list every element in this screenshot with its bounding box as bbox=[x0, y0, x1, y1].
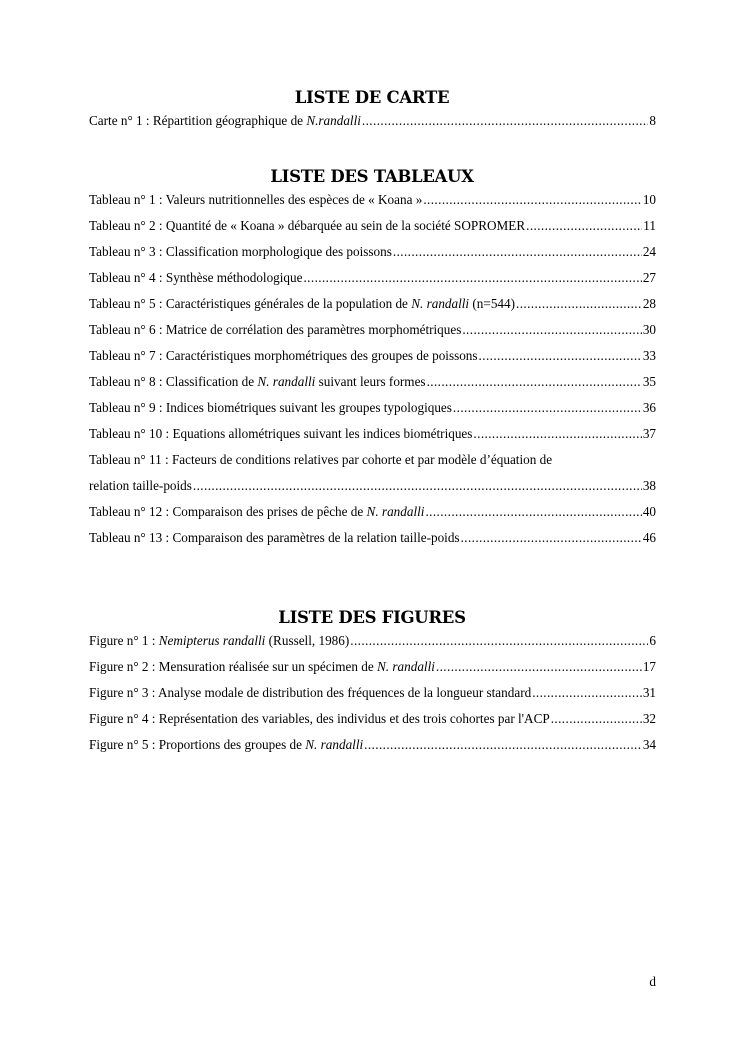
dot-leader bbox=[532, 683, 642, 703]
tableau-entry-6 bbox=[89, 320, 656, 340]
tableau-entry-5 bbox=[89, 294, 656, 314]
figure-entry-2 bbox=[89, 657, 656, 677]
entry-page: 17 bbox=[642, 659, 656, 674]
entry-title: Figure n° 4 : Représentation des variables, des individus et des trois cohortes par l'ACP bbox=[89, 711, 550, 726]
figure-entry-4 bbox=[89, 709, 656, 729]
entry-title: Figure n° 3 : Analyse modale de distribution des fréquences de la longueur standard bbox=[89, 685, 532, 700]
entry-page: 10 bbox=[642, 192, 656, 207]
entry-page: 37 bbox=[642, 426, 656, 441]
entry-title: Carte n° 1 : Répartition géographique de N.randalli bbox=[89, 113, 361, 128]
dot-leader bbox=[479, 346, 642, 366]
dot-leader bbox=[473, 424, 641, 444]
tableau-entry-4 bbox=[89, 268, 656, 288]
entry-page: 27 bbox=[642, 270, 656, 285]
tableau-entry-3 bbox=[89, 242, 656, 262]
entry-title: Tableau n° 4 : Synthèse méthodologique bbox=[89, 270, 303, 285]
page-number: d bbox=[649, 974, 656, 989]
entry-page: 38 bbox=[642, 478, 656, 493]
dot-leader bbox=[193, 476, 642, 496]
entry-title: Tableau n° 7 : Caractéristiques morphométriques des groupes de poissons bbox=[89, 348, 478, 363]
tableau-entry-12 bbox=[89, 502, 656, 522]
tableau-entry-11 bbox=[89, 476, 656, 496]
dot-leader bbox=[303, 268, 641, 288]
dot-leader bbox=[453, 398, 642, 418]
dot-leader bbox=[362, 111, 649, 131]
dot-leader bbox=[462, 320, 641, 340]
heading-liste-des-figures: LISTE DES FIGURES bbox=[278, 608, 466, 627]
tableau-entry-11-line1: Tableau n° 11 : Facteurs de conditions relatives par cohorte et par modèle d’équation de bbox=[89, 452, 553, 467]
entry-title: Tableau n° 3 : Classification morphologique des poissons bbox=[89, 244, 392, 259]
entry-page: 30 bbox=[642, 322, 656, 337]
entry-title: Tableau n° 9 : Indices biométriques suivant les groupes typologiques bbox=[89, 400, 452, 415]
heading-liste-de-carte: LISTE DE CARTE bbox=[294, 88, 450, 107]
entry-title: Tableau n° 13 : Comparaison des paramètres de la relation taille-poids bbox=[89, 530, 460, 545]
figure-entry-5 bbox=[89, 735, 656, 755]
entry-title: Figure n° 2 : Mensuration réalisée sur un spécimen de N. randalli bbox=[89, 659, 435, 674]
dot-leader bbox=[423, 190, 641, 210]
dot-leader bbox=[461, 528, 642, 548]
dot-leader bbox=[526, 216, 642, 236]
entry-title: Tableau n° 10 : Equations allométriques suivant les indices biométriques bbox=[89, 426, 473, 441]
entry-page: 8 bbox=[649, 113, 656, 128]
entry-title: Tableau n° 8 : Classification de N. randalli suivant leurs formes bbox=[89, 374, 426, 389]
dot-leader bbox=[364, 735, 642, 755]
tableau-entry-1 bbox=[89, 190, 656, 210]
tableau-entry-2 bbox=[89, 216, 656, 236]
entry-title: relation taille-poids bbox=[89, 478, 192, 493]
entry-title: Tableau n° 6 : Matrice de corrélation des paramètres morphométriques bbox=[89, 322, 462, 337]
entry-title: Tableau n° 5 : Caractéristiques générales de la population de N. randalli (n=544) bbox=[89, 296, 515, 311]
figure-entry-3 bbox=[89, 683, 656, 703]
entry-page: 11 bbox=[643, 218, 656, 233]
tableau-entry-8 bbox=[89, 372, 656, 392]
dot-leader bbox=[393, 242, 642, 262]
entry-page: 32 bbox=[642, 711, 656, 726]
tableau-entry-9 bbox=[89, 398, 656, 418]
entry-title: Tableau n° 1 : Valeurs nutritionnelles des espèces de « Koana » bbox=[89, 192, 423, 207]
tableau-entry-7 bbox=[89, 346, 656, 366]
entry-title: Tableau n° 2 : Quantité de « Koana » débarquée au sein de la société SOPROMER bbox=[89, 218, 526, 233]
dot-leader bbox=[350, 631, 648, 651]
entry-title: Figure n° 1 : Nemipterus randalli (Russell, 1986) bbox=[89, 633, 350, 648]
entry-page: 36 bbox=[642, 400, 656, 415]
entry-page: 31 bbox=[642, 685, 656, 700]
entry-page: 24 bbox=[642, 244, 656, 259]
dot-leader bbox=[425, 502, 641, 522]
entry-page: 33 bbox=[642, 348, 656, 363]
entry-page: 46 bbox=[642, 530, 656, 545]
dot-leader bbox=[427, 372, 642, 392]
entry-title: Figure n° 5 : Proportions des groupes de N. randalli bbox=[89, 737, 364, 752]
dot-leader bbox=[551, 709, 642, 729]
entry-page: 35 bbox=[642, 374, 656, 389]
figure-entry-1 bbox=[89, 631, 656, 651]
entry-page: 40 bbox=[642, 504, 656, 519]
dot-leader bbox=[516, 294, 642, 314]
carte-entry-1 bbox=[89, 111, 656, 131]
entry-page: 6 bbox=[649, 633, 656, 648]
entry-page: 34 bbox=[642, 737, 656, 752]
entry-page: 28 bbox=[642, 296, 656, 311]
tableau-entry-13 bbox=[89, 528, 656, 548]
heading-liste-des-tableaux: LISTE DES TABLEAUX bbox=[270, 167, 474, 186]
entry-title: Tableau n° 12 : Comparaison des prises de pêche de N. randalli bbox=[89, 504, 425, 519]
dot-leader bbox=[436, 657, 642, 677]
tableau-entry-10 bbox=[89, 424, 656, 444]
